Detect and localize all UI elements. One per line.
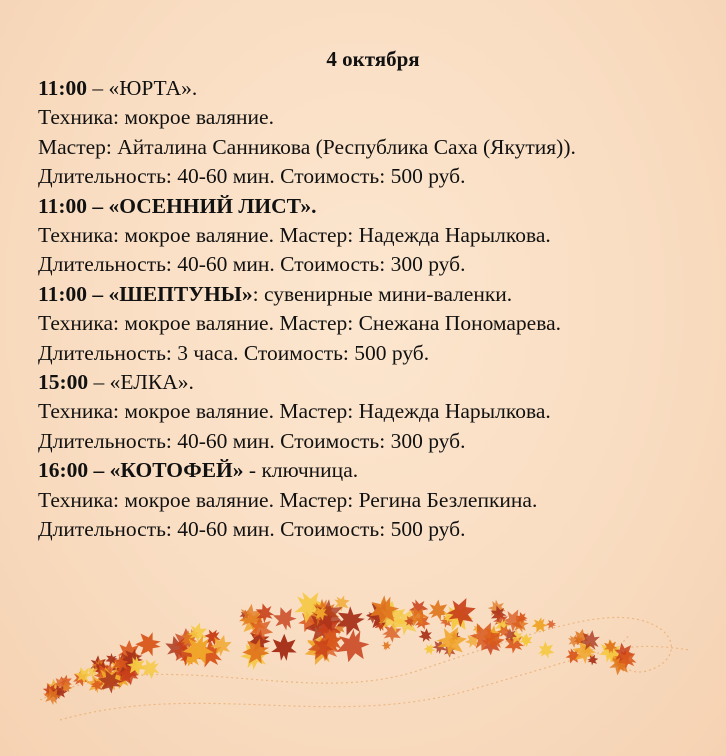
date-heading: 4 октября xyxy=(326,47,420,71)
maple-leaf-icon xyxy=(271,634,297,661)
event-technique-master: Техника: мокрое валяние. Мастер: Надежда Нарылкова. xyxy=(38,223,551,248)
event-title: – «ОСЕННИЙ ЛИСТ». xyxy=(86,193,317,218)
event-title: – «ЕЛКА». xyxy=(88,370,194,395)
event-details: Длительность: 40-60 мин. Стоимость: 500 руб. xyxy=(38,164,466,189)
event-details: Длительность: 40-60 мин. Стоимость: 300 руб. xyxy=(38,252,466,277)
event-technique: Техника: мокрое валяние. xyxy=(38,105,274,130)
event-time: 16:00 xyxy=(38,458,89,483)
event-time: 11:00 xyxy=(38,76,87,100)
event-title: – «ШЕПТУНЫ» xyxy=(86,281,253,306)
event-subtitle: - ключница. xyxy=(243,458,359,483)
event-title: – «ЮРТА». xyxy=(86,76,198,100)
event-subtitle: : сувенирные мини-валенки. xyxy=(252,281,513,306)
leaves-group xyxy=(40,584,641,707)
maple-leaf-icon xyxy=(529,615,550,636)
maple-leaf-icon xyxy=(422,641,438,657)
maple-leaf-icon xyxy=(135,632,160,656)
event-title-line xyxy=(38,368,708,397)
maple-leaf-icon xyxy=(270,603,299,633)
event-details: Длительность: 40-60 мин. Стоимость: 500 руб. xyxy=(38,517,466,542)
event-technique-master: Техника: мокрое валяние. Мастер: Снежана Пономарева. xyxy=(38,311,562,336)
event-time: 15:00 xyxy=(38,370,89,395)
event-time: 11:00 xyxy=(38,193,87,218)
event-master: Мастер: Айталина Санникова (Республика Саха (Якутия)). xyxy=(38,134,576,159)
maple-leaf-icon xyxy=(534,638,557,661)
maple-leaf-icon xyxy=(416,626,435,645)
event-title-line xyxy=(38,192,708,221)
schedule xyxy=(38,44,708,545)
event-title-line xyxy=(38,74,708,103)
event-details: Длительность: 3 часа. Стоимость: 500 руб. xyxy=(38,340,430,365)
maple-leaf-icon xyxy=(380,639,392,652)
event-title-line xyxy=(38,456,708,485)
event-title-line xyxy=(38,280,708,309)
event-technique-master: Техника: мокрое валяние. Мастер: Регина Безлепкина. xyxy=(38,487,538,512)
autumn-leaves-decoration xyxy=(0,580,726,756)
event-details: Длительность: 40-60 мин. Стоимость: 300 руб. xyxy=(38,428,466,453)
event-technique-master: Техника: мокрое валяние. Мастер: Надежда Нарылкова. xyxy=(38,399,551,424)
event-title: – «КОТОФЕЙ» xyxy=(88,458,244,483)
event-time: 11:00 xyxy=(38,281,87,306)
